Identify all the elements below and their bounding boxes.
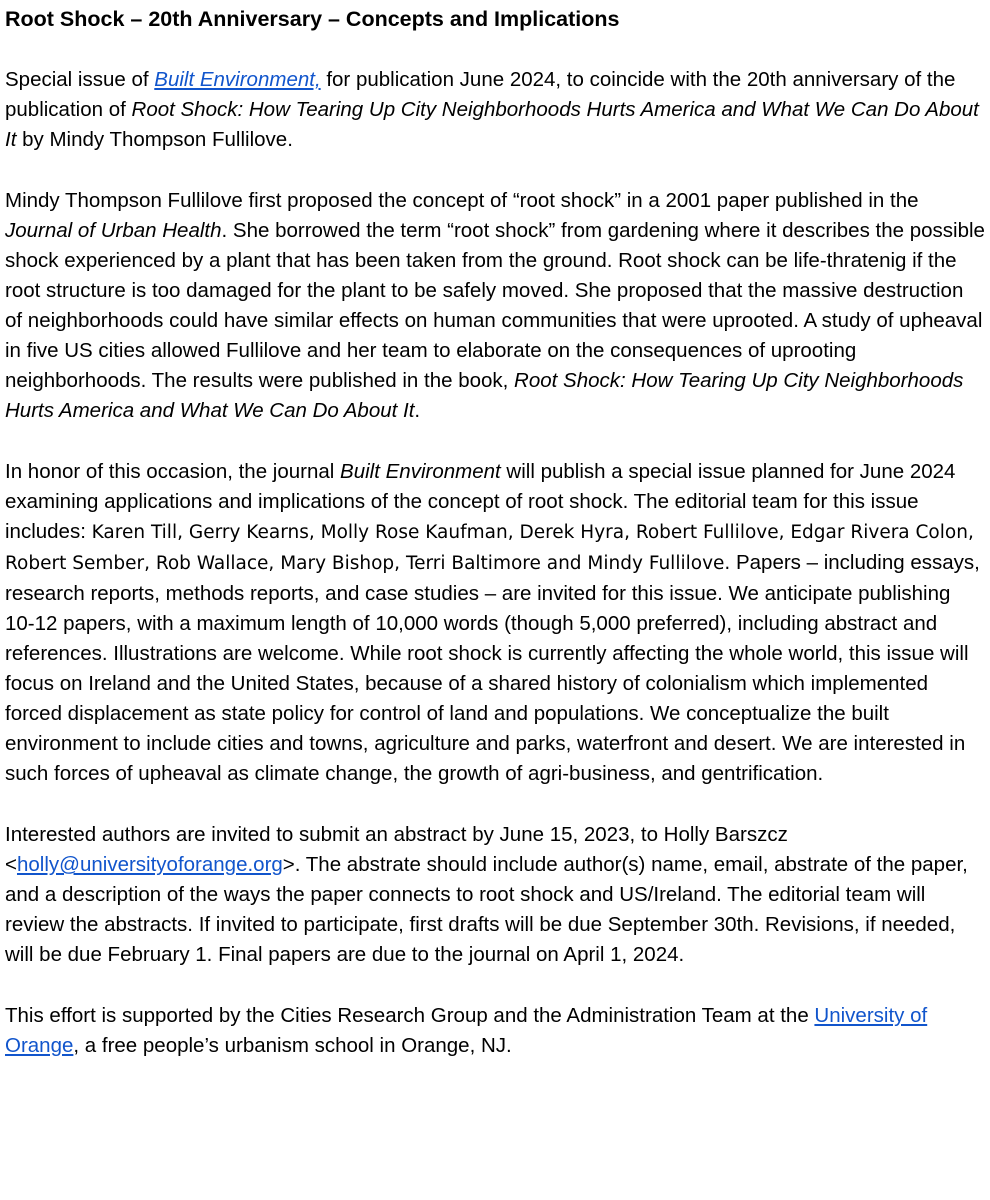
paragraph-special-issue: In honor of this occasion, the journal Built Environment will publish a special issue planned for June 2024 examining applications and implications of the concept of root shock. The editorial team for this issue includes: Karen Till, Gerry Kearns, Molly Rose Kaufman, Derek Hyra, Robert Fullilove, Edgar Rivera Colon, Robert Sember, Rob Wallace, Mary Bishop, Terri Baltimore and Mindy Fullilove. Papers – including essays, research reports, methods reports, and case studies – are invited for this issue. We anticipate publishing 10-12 papers, with a maximum length of 10,000 words (though 5,000 preferred), including abstract and references. Illustrations are welcome. While root shock is currently affecting the whole world, this issue will focus on Ireland and the United States, because of a shared history of colonialism which implemented forced displacement as state policy for control of land and populations. We conceptualize the built environment to include cities and towns, agriculture and parks, waterfront and desert. We are interested in such forces of upheaval as climate change, the growth of agri-business, and gentrification. (5, 460, 980, 785)
email-link[interactable]: holly@universityoforange.org (16, 853, 283, 876)
paragraph-concept: Mindy Thompson Fullilove first proposed the concept of “root shock” in a 2001 paper published in the Journal of Urban Health. She borrowed the term “root shock” from gardening where it describes the possible shock experienced by a plant that has been taken from the ground. Root shock can be life-thratenig if the root structure is too damaged for the plant to be safely moved. She proposed that the massive destruction of neighborhoods could have similar effects on human communities that were uprooted. A study of upheaval in five US cities allowed Fullilove and her team to elaborate on the consequences of uprooting neighborhoods. The results were published in the book, Root Shock: How Tearing Up City Neighborhoods Hurts America and What We Can Do About It. (5, 189, 985, 422)
paragraph-submission: Interested authors are invited to submit an abstract by June 15, 2023, to Holly Barszcz <holly@universityoforange.org>. The abstrate should include author(s) name, email, abstrate of the paper, and a description of the ways the paper connects to root shock and US/Ireland. The editorial team will review the abstracts. If invited to participate, first drafts will be due September 30th. Revisions, if needed, will be due February 1. Final papers are due to the journal on April 1, 2024. (5, 823, 968, 966)
book-title: Root Shock: How Tearing Up City Neighborhoods Hurts America and What We Can Do About It (5, 369, 964, 422)
paragraph-intro: Special issue of Built Environment, for publication June 2024, to coincide with the 20th anniversary of the publication of Root Shock: How Tearing Up City Neighborhoods Hurts America and What We Can Do About It by Mindy Thompson Fullilove. (5, 68, 979, 151)
editorial-team-names: Karen Till, Gerry Kearns, Molly Rose Kaufman, Derek Hyra, Robert Fullilove, Edgar Rivera Colon, Robert Sember, Rob Wallace, Mary Bishop, Terri Baltimore and Mindy Fullilove. (5, 522, 974, 574)
journal-name: Built Environment (340, 460, 501, 483)
document-title: Root Shock – 20th Anniversary – Concepts and Implications (5, 7, 620, 31)
book-title: Root Shock: How Tearing Up City Neighborhoods Hurts America and What We Can Do About It (5, 98, 979, 151)
built-environment-link[interactable]: Built Environment, (154, 68, 321, 91)
journal-name: Journal of Urban Health (5, 219, 222, 242)
university-of-orange-link[interactable]: University of Orange (5, 1004, 928, 1057)
paragraph-support: This effort is supported by the Cities Research Group and the Administration Team at the University of Orange, a free people’s urbanism school in Orange, NJ. (5, 1004, 928, 1057)
